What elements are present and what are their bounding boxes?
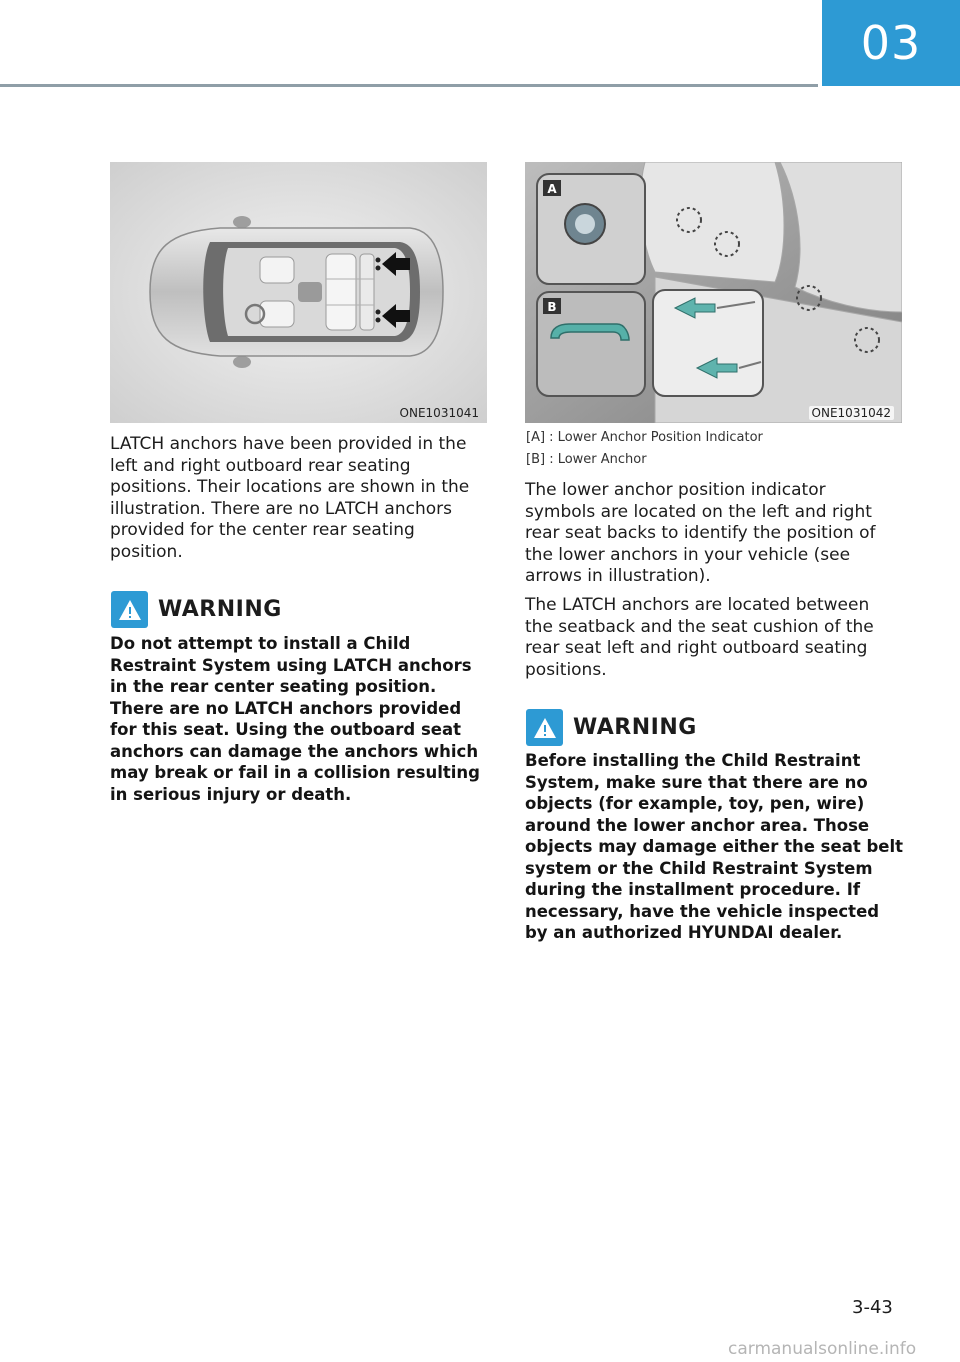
warning-triangle-icon [526,709,563,746]
inset-a-label: A [547,182,557,196]
caption-b: [B] : Lower Anchor [526,452,647,467]
chapter-number: 03 [860,16,922,70]
left-warning-header [111,591,282,628]
page-number: 3-43 [852,1297,893,1318]
site-watermark[interactable]: carmanualsonline.info [728,1339,917,1359]
warning-title: WARNING [158,597,282,622]
latch-intro-paragraph: LATCH anchors have been provided in the left and right outboard rear seating positions. Their locations are shown in the illustration. There are no LATCH anchors provided for the center rear seating position. [110,434,470,562]
latch-location-paragraph: The LATCH anchors are located between the seatback and the seat cushion of the rear seat left and right outboard seating positions. [525,595,874,680]
left-warning-text: Do not attempt to install a Child Restraint System using LATCH anchors in the rear center seating position. There are no LATCH anchors provided for this seat. Using the outboard seat anchors can damage the anchors which may break or fail in a collision resulting in serious injury or death. [110,634,480,804]
right-warning-text: Before installing the Child Restraint System, make sure that there are no objects (for example, toy, pen, wire) around the lower anchor area. Those objects may damage either the seat belt system or the Child Restraint System during the installment procedure. If necessary, have the vehicle inspected by an authorized HYUNDAI dealer. [525,751,904,942]
figure-code: ONE1031041 [399,406,479,420]
figure-lower-anchor-detail [525,162,902,423]
right-warning-header [526,709,697,746]
car-top-view-illustration [110,162,487,423]
chapter-tab [822,0,960,86]
header-rule [0,84,818,87]
warning-title: WARNING [573,715,697,740]
lower-anchor-illustration [525,162,902,423]
warning-triangle-icon [111,591,148,628]
caption-a: [A] : Lower Anchor Position Indicator [526,430,763,445]
figure-car-top-view [110,162,487,423]
inset-b-label: B [547,300,557,314]
figure-code: ONE1031042 [809,406,894,420]
indicator-paragraph: The lower anchor position indicator symbols are located on the left and right rear seat backs to identify the position of the lower anchors in your vehicle (see arrows in illustration). [525,480,876,586]
